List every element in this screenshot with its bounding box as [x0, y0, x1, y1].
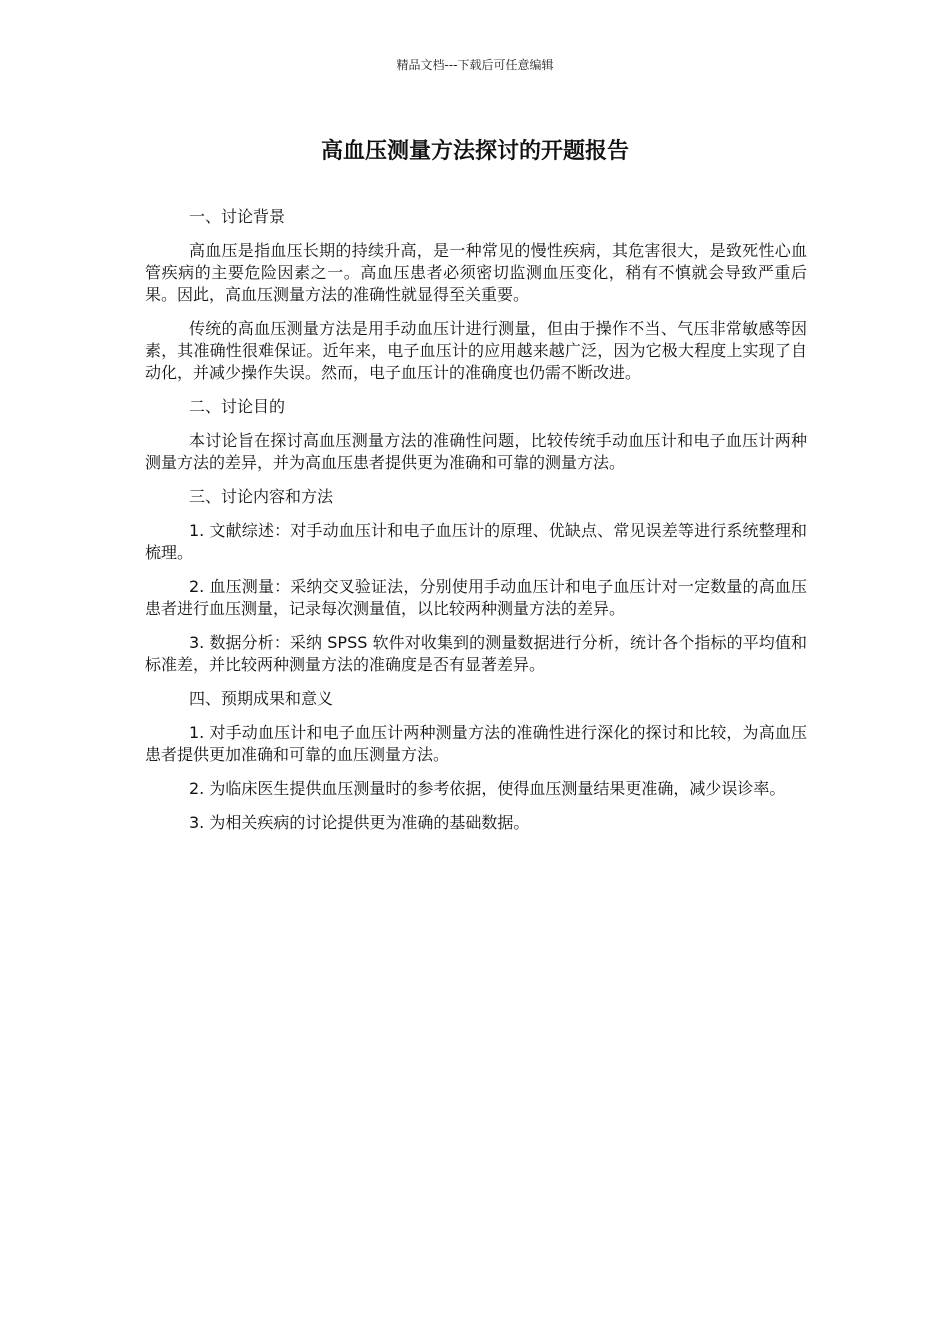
- paragraph: 传统的高血压测量方法是用手动血压计进行测量，但由于操作不当、气压非常敏感等因素，其准确性很难保证。近年来，电子血压计的应用越来越广泛，因为它极大程度上实现了自动化，并减少操作失误。然而，电子血压计的准确度也仍需不断改进。: [145, 319, 807, 382]
- list-item: 2. 为临床医生提供血压测量时的参考依据，使得血压测量结果更准确，减少误诊率。: [189, 779, 786, 798]
- document-title: 高血压测量方法探讨的开题报告: [320, 139, 629, 164]
- list-item: 3. 数据分析：采纳 SPSS 软件对收集到的测量数据进行分析，统计各个指标的平均值和标准差，并比较两种测量方法的准确度是否有显著差异。: [145, 633, 807, 674]
- list-item: 3. 为相关疾病的讨论提供更为准确的基础数据。: [189, 813, 530, 832]
- section-heading: 一、讨论背景: [189, 207, 286, 226]
- document-body: [145, 206, 807, 846]
- section-heading: 二、讨论目的: [189, 397, 286, 416]
- section-heading: 四、预期成果和意义: [189, 689, 334, 708]
- list-item: 2. 血压测量：采纳交叉验证法，分别使用手动血压计和电子血压计对一定数量的高血压患者进行血压测量，记录每次测量值，以比较两种测量方法的差异。: [145, 577, 807, 618]
- paragraph: 本讨论旨在探讨高血压测量方法的准确性问题，比较传统手动血压计和电子血压计两种测量方法的差异，并为高血压患者提供更为准确和可靠的测量方法。: [145, 431, 807, 472]
- page-header: 精品文档---下载后可任意编辑: [396, 58, 554, 72]
- paragraph: 高血压是指血压长期的持续升高，是一种常见的慢性疾病，其危害很大，是致死性心血管疾病的主要危险因素之一。高血压患者必须密切监测血压变化，稍有不慎就会导致严重后果。因此，高血压测量方法的准确性就显得至关重要。: [145, 241, 807, 304]
- list-item: 1. 文献综述：对手动血压计和电子血压计的原理、优缺点、常见误差等进行系统整理和梳理。: [145, 521, 807, 562]
- section-heading: 三、讨论内容和方法: [189, 487, 334, 506]
- list-item: 1. 对手动血压计和电子血压计两种测量方法的准确性进行深化的探讨和比较，为高血压患者提供更加准确和可靠的血压测量方法。: [145, 723, 807, 764]
